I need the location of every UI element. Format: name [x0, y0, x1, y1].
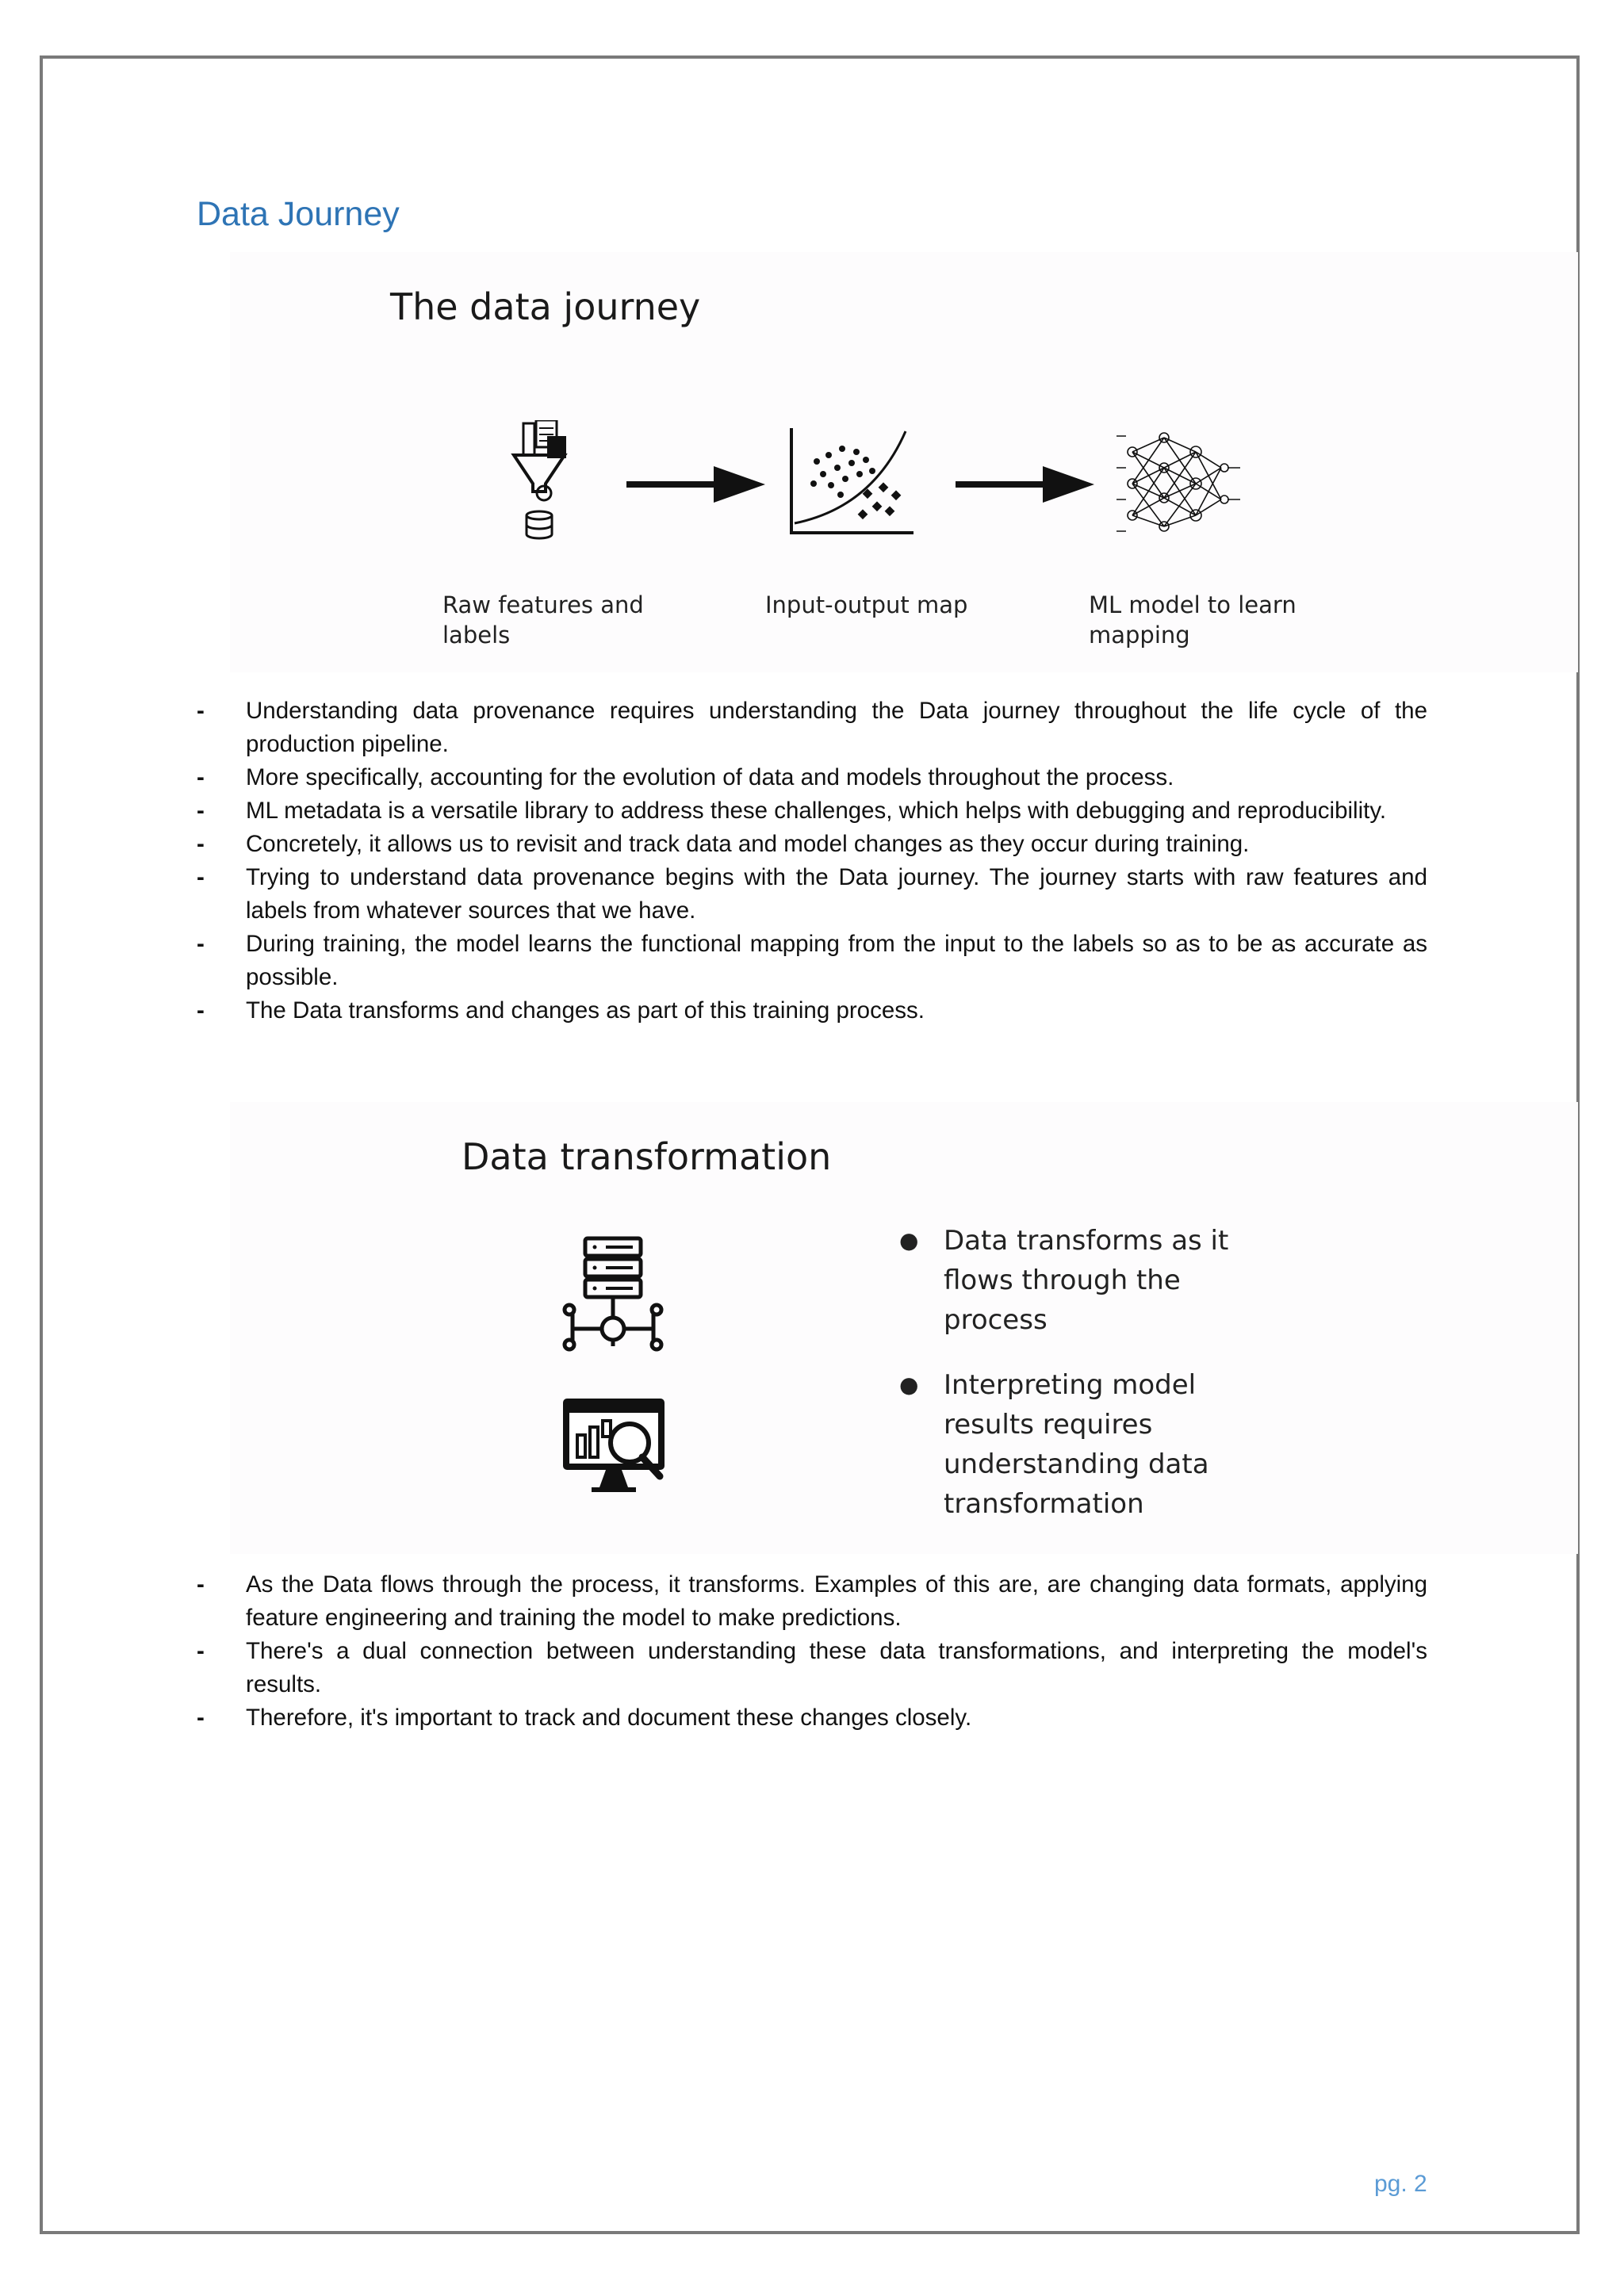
list-item-text: More specifically, accounting for the evolution of data and models throughout the process. — [246, 764, 1174, 790]
list-item — [190, 695, 1427, 761]
dash-marker: - — [197, 798, 205, 824]
list-item-text: Trying to understand data provenance begins with the Data journey. The journey starts with raw features and labels from whatever sources that we have. — [246, 864, 1427, 924]
list-item — [190, 794, 1427, 828]
dash-marker: - — [197, 1705, 205, 1731]
list-item — [190, 828, 1427, 861]
bullet-line: ● Interpreting model — [944, 1369, 1197, 1401]
figure-title: Data transformation — [462, 1135, 832, 1178]
dash-marker: - — [197, 1571, 205, 1598]
caption-line: labels — [442, 622, 511, 649]
dash-marker: - — [197, 997, 205, 1024]
list-item-text: ML metadata is a versatile library to address these challenges, which helps with debugging and reproducibility. — [246, 798, 1387, 824]
dash-marker: - — [197, 1638, 205, 1664]
list-item — [190, 1568, 1427, 1635]
list-item — [190, 1701, 1427, 1735]
dash-marker: - — [197, 931, 205, 957]
figure-bullet-list — [904, 1221, 1300, 1549]
monitor-analytics-icon — [560, 1395, 671, 1502]
caption-line: Raw features and — [442, 591, 644, 618]
neural-network-icon — [1116, 428, 1259, 539]
list-item — [190, 861, 1427, 928]
list-item — [190, 994, 1427, 1027]
list-item — [190, 1635, 1427, 1701]
section-heading: Data Journey — [197, 195, 400, 233]
list-item-text: During training, the model learns the functional mapping from the input to the labels so as to be as accurate as possible. — [246, 931, 1427, 990]
caption-raw-features — [442, 590, 644, 650]
data-transformation-figure — [230, 1102, 1578, 1554]
bullet-list-data-journey — [190, 695, 1427, 1027]
list-item-text: Therefore, it's important to track and document these changes closely. — [246, 1705, 972, 1731]
caption-line: mapping — [1089, 622, 1190, 649]
bullet-line: results requires — [944, 1409, 1153, 1441]
data-journey-figure — [230, 252, 1578, 672]
bullet-line: process — [944, 1304, 1048, 1336]
list-item — [190, 928, 1427, 994]
dash-marker: - — [197, 831, 205, 857]
list-item-text: As the Data flows through the process, it transforms. Examples of this are, are changing data formats, applying feature engineering and training the model to make predictions. — [246, 1571, 1427, 1631]
arrow-right-icon — [956, 466, 1094, 503]
figure-title: The data journey — [390, 285, 701, 328]
list-item-text: Concretely, it allows us to revisit and track data and model changes as they occur during training. — [246, 831, 1250, 857]
caption-input-output-map: Input-output map — [765, 591, 968, 618]
dash-marker: - — [197, 764, 205, 790]
arrow-right-icon — [626, 466, 765, 503]
bullet-line: understanding data — [944, 1448, 1209, 1480]
dash-marker: - — [197, 698, 205, 724]
bullet-line: transformation — [944, 1488, 1144, 1520]
caption-line: ML model to learn — [1089, 591, 1297, 618]
scatter-plot-icon — [785, 428, 920, 539]
list-item — [190, 761, 1427, 794]
list-item-text: There's a dual connection between understanding these data transformations, and interpreting the model's results. — [246, 1638, 1427, 1697]
dash-marker: - — [197, 864, 205, 890]
list-item-text: The Data transforms and changes as part of this training process. — [246, 997, 925, 1024]
funnel-database-icon — [500, 420, 579, 547]
bullet-line: ● Data transforms as it — [944, 1225, 1229, 1257]
bullet-line: flows through the — [944, 1265, 1181, 1296]
bullet-list-data-transformation — [190, 1568, 1427, 1735]
figure-bullet-item — [904, 1365, 1300, 1524]
caption-ml-model — [1089, 590, 1297, 650]
figure-bullet-item — [904, 1221, 1300, 1340]
page-number: pg. 2 — [1374, 2171, 1427, 2197]
server-gear-icon — [555, 1235, 674, 1354]
list-item-text: Understanding data provenance requires understanding the Data journey throughout the life cycle of the production pipeline. — [246, 698, 1427, 757]
